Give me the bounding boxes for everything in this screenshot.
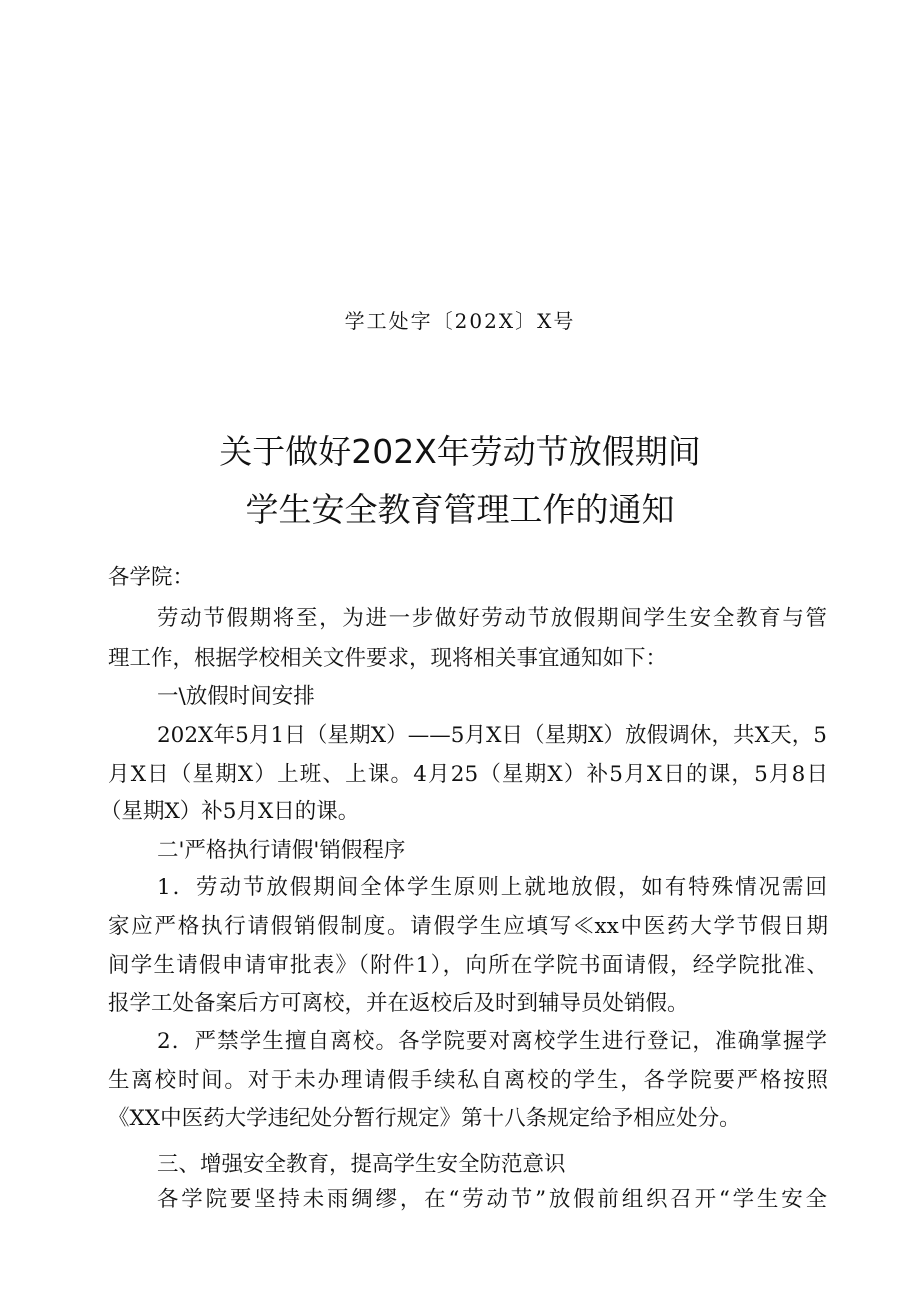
- section-2-item-2-line-2: 生离校时间。对于未办理请假手续私自离校的学生，各学院要严格按照: [108, 1068, 828, 1093]
- intro-line-1: 劳动节假期将至，为进一步做好劳动节放假期间学生安全教育与管: [157, 606, 827, 631]
- document-title-line-1: 关于做好202X年劳动节放假期间: [219, 432, 701, 471]
- document-title-line-2: 学生安全教育管理工作的通知: [245, 490, 675, 529]
- section-2-item-1-line-2: 家应严格执行请假销假制度。请假学生应填写≪xx中医药大学节假日期: [108, 914, 828, 939]
- section-1-line-1: 202X年5月1日（星期X）——5月X日（星期X）放假调休，共X天，5: [157, 723, 827, 748]
- intro-line-2: 理工作，根据学校相关文件要求，现将相关事宜通知如下：: [108, 646, 668, 671]
- section-2-item-2-line-3: 《XX中医药大学违纪处分暂行规定》第十八条规定给予相应处分。: [108, 1106, 741, 1131]
- section-2-item-1-line-3: 间学生请假申请审批表》（附件1），向所在学院书面请假，经学院批准、: [108, 953, 828, 978]
- section-2-heading: 二'严格执行请假'销假程序: [157, 838, 406, 863]
- section-2-item-2-line-1: 2．严禁学生擅自离校。各学院要对离校学生进行登记，准确掌握学: [157, 1029, 827, 1054]
- section-1-line-3: （星期X）补5月X日的课。: [100, 799, 360, 824]
- section-3-heading: 三、增强安全教育，提高学生安全防范意识: [157, 1152, 566, 1177]
- document-number: 学工处字〔202X〕X号: [344, 309, 576, 333]
- section-2-item-1-line-1: 1．劳动节放假期间全体学生原则上就地放假，如有特殊情况需回: [157, 875, 827, 900]
- section-3-line-1: 各学院要坚持未雨绸缪，在“劳动节”放假前组织召开“学生安全: [157, 1187, 827, 1212]
- salutation: 各学院：: [108, 565, 195, 590]
- section-1-line-2: 月X日（星期X）上班、上课。4月25（星期X）补5月X日的课，5月8日: [108, 762, 828, 787]
- section-2-item-1-line-4: 报学工处备案后方可离校，并在返校后及时到辅导员处销假。: [108, 991, 689, 1016]
- section-1-heading: 一\放假时间安排: [157, 684, 315, 709]
